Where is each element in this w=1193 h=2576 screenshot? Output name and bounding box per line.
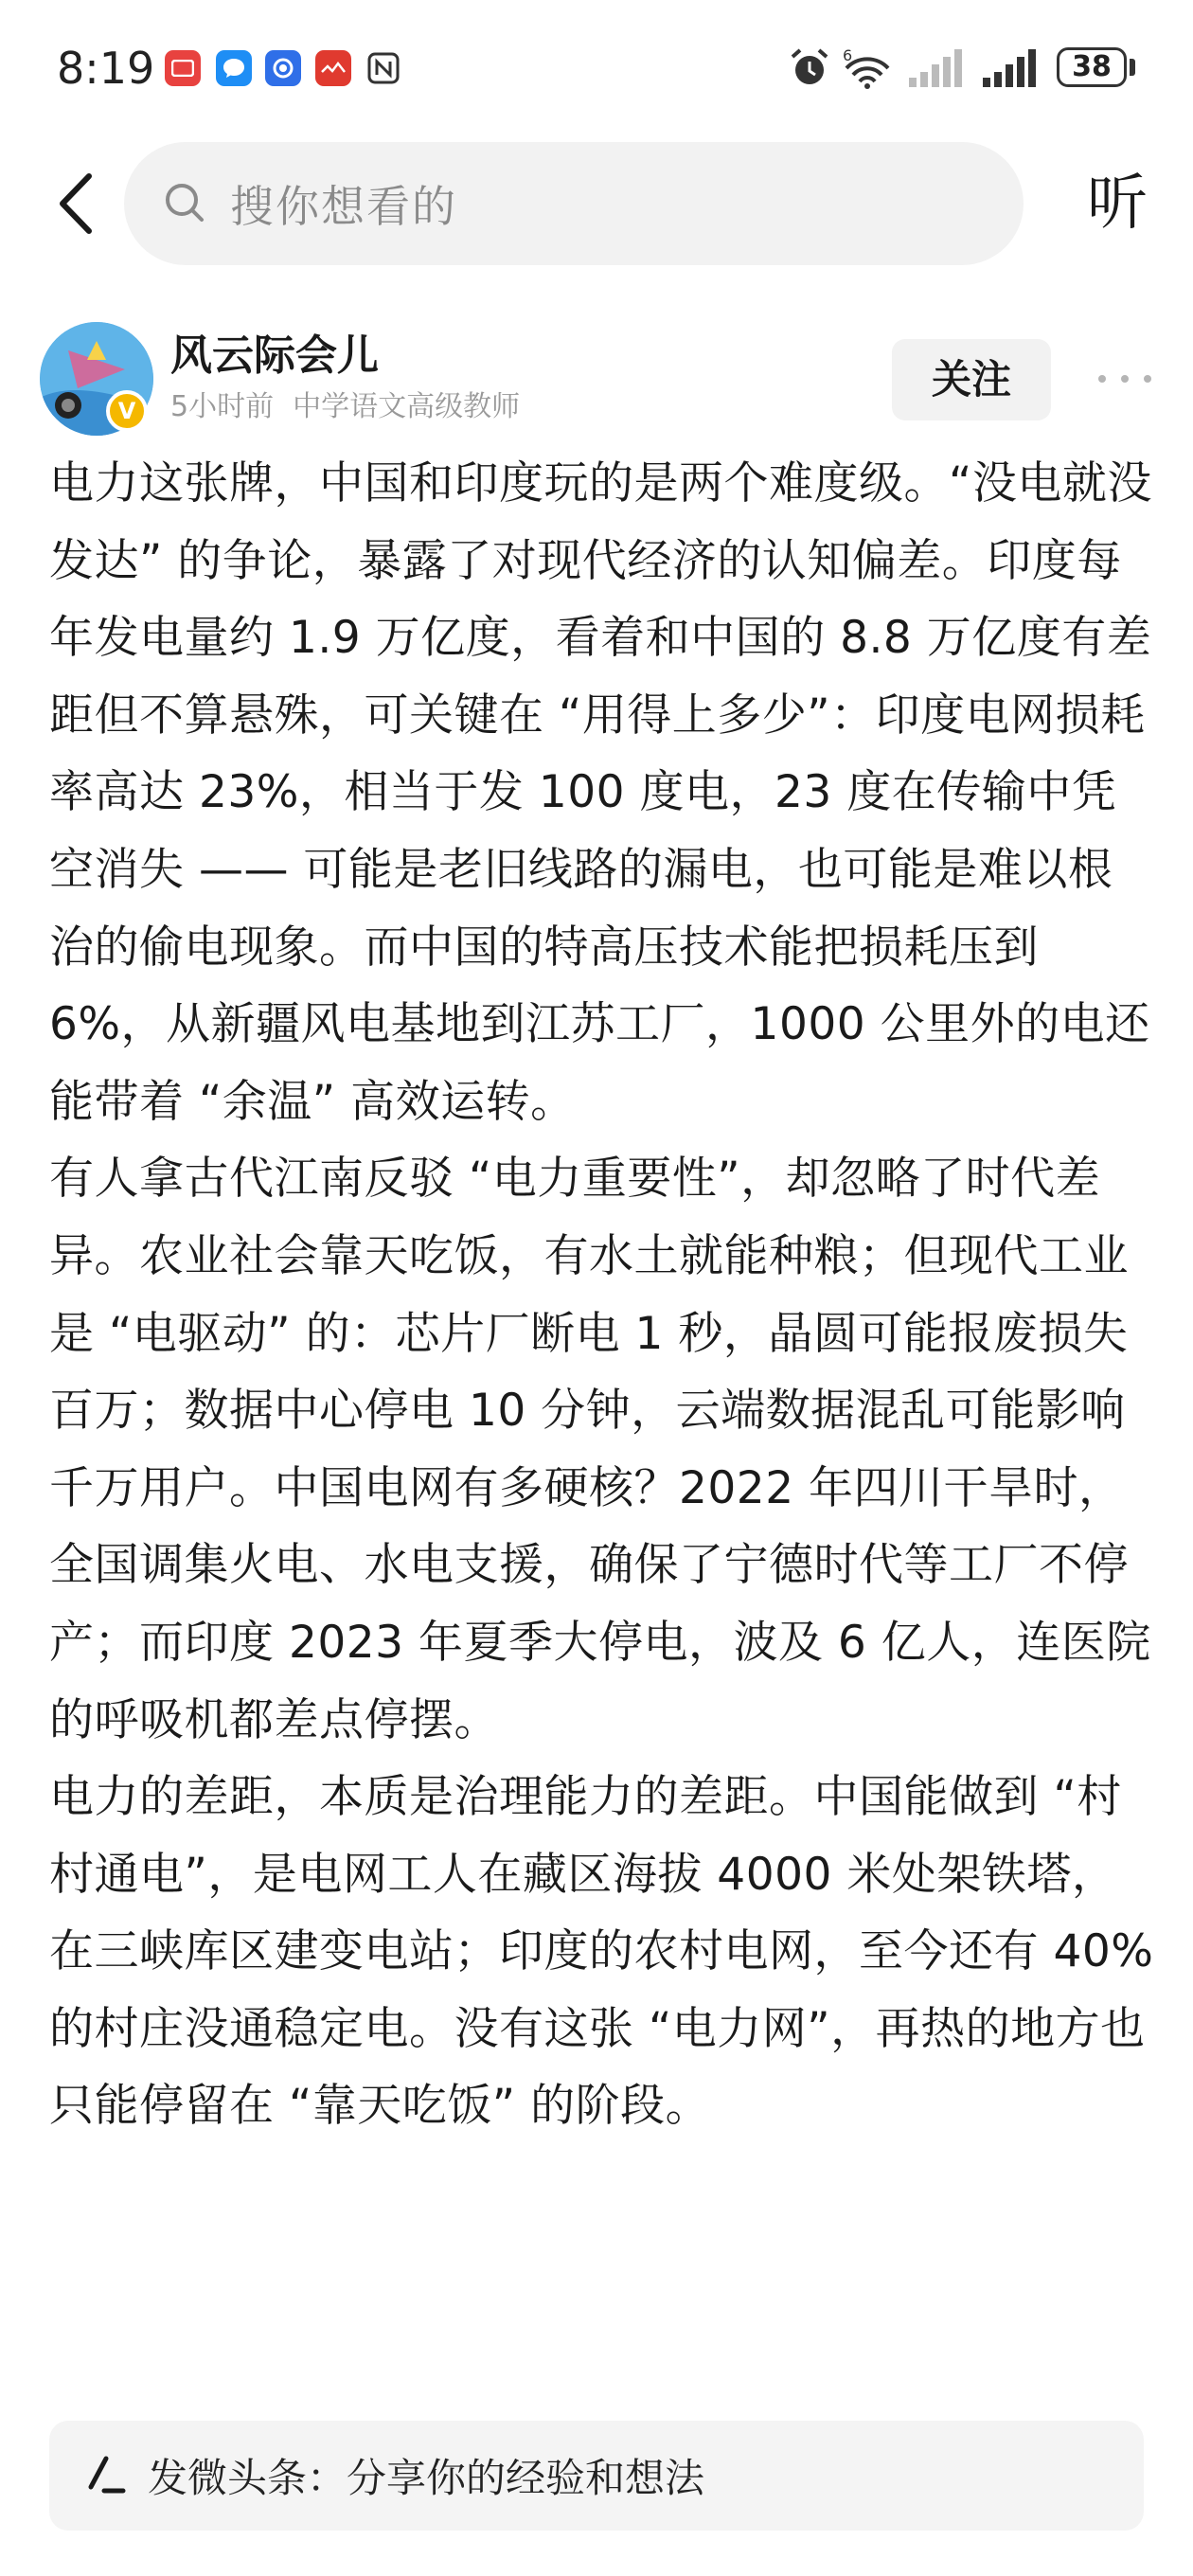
search-input[interactable] <box>124 142 1024 265</box>
blue-message-icon <box>216 50 252 86</box>
search-placeholder: 搜你想看的 <box>230 181 457 232</box>
more-dot <box>1144 375 1151 383</box>
follow-button[interactable]: 关注 <box>892 339 1051 420</box>
red-news-icon <box>315 50 351 86</box>
author-name[interactable]: 风云际会儿 <box>170 331 379 380</box>
status-time: 8:19 <box>57 43 155 94</box>
search-icon <box>162 180 209 227</box>
signal-icon-1 <box>907 49 966 87</box>
blue-browser-icon <box>265 50 301 86</box>
more-options-icon[interactable] <box>1098 360 1151 398</box>
more-dot <box>1098 375 1106 383</box>
article-paragraph: 电力的差距，本质是治理能力的差距。中国能做到 “村村通电”，是电网工人在藏区海拔 4000 米处架铁塔，在三峡库区建变电站；印度的农村电网，至今还有 40% 的村庄没通稳定电。没有这张 “电力网”，再热的地方也只能停留在 “靠天吃饭” 的阶段。 <box>49 1771 1154 2133</box>
article-body <box>49 445 1155 2145</box>
post-input-bar[interactable] <box>49 2421 1144 2531</box>
article-paragraph: 电力这张牌，中国和印度玩的是两个难度级。“没电就没发达” 的争论，暴露了对现代经济的认知偏差。印度每年发电量约 1.9 万亿度，看着和中国的 8.8 万亿度有差距但不算悬殊，可关键在 “用得上多少”：印度电网损耗率高达 23%，相当于发 100 度电，23 度在传输中凭空消失 —— 可能是老旧线路的漏电，也可能是难以根治的偷电现象。而中国的特高压技术能把损耗压到 6%，从新疆风电基地到江苏工厂，1000 公里外的电还能带着 “余温” 高效运转。 <box>49 457 1152 1128</box>
wifi-icon <box>841 45 894 89</box>
author-meta <box>170 388 520 426</box>
post-input-placeholder: 发微头条：分享你的经验和想法 <box>148 2455 705 2501</box>
article-paragraph: 有人拿古代江南反驳 “电力重要性”，却忽略了时代差异。农业社会靠天吃饭，有水土就能种粮；但现代工业是 “电驱动” 的：芯片厂断电 1 秒，晶圆可能报废损失百万；数据中心停电 10 分钟，云端数据混乱可能影响千万用户。中国电网有多硬核？2022 年四川干旱时，全国调集火电、水电支援，确保了宁德时代等工厂不停产；而印度 2023 年夏季大停电，波及 6 亿人，连医院的呼吸机都差点停摆。 <box>49 1153 1151 1746</box>
status-bar <box>0 0 1193 133</box>
post-time: 5小时前 <box>170 390 275 423</box>
back-arrow-icon <box>55 170 97 237</box>
svg-text:6: 6 <box>843 46 853 64</box>
signal-icon-2 <box>981 49 1040 87</box>
listen-button[interactable]: 听 <box>1087 169 1148 239</box>
red-app-icon <box>165 50 201 86</box>
nfc-icon <box>365 50 401 86</box>
pen-icon <box>85 2455 127 2496</box>
battery-nub <box>1130 59 1135 76</box>
more-dot <box>1121 375 1129 383</box>
verified-badge: V <box>106 390 148 432</box>
author-title: 中学语文高级教师 <box>293 390 521 423</box>
battery-indicator: 38 <box>1057 47 1127 87</box>
back-button[interactable] <box>38 156 114 251</box>
alarm-icon <box>788 47 831 89</box>
